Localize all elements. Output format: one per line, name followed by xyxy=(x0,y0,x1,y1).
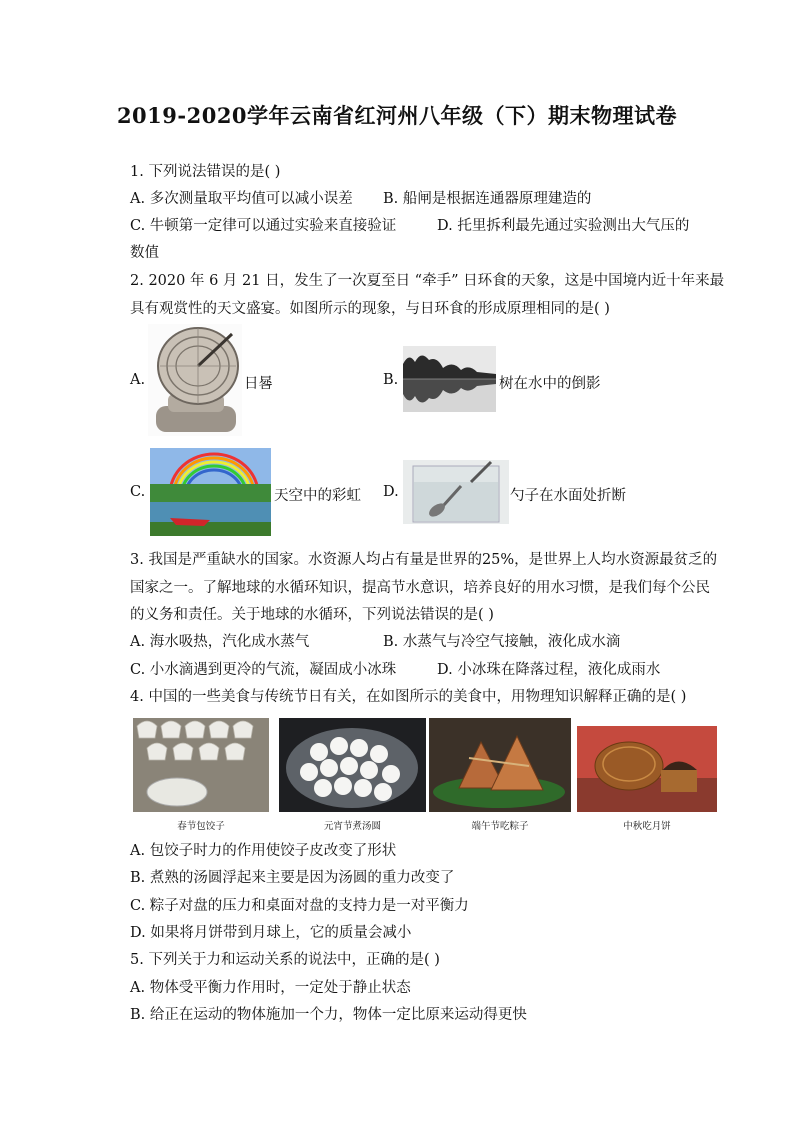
rainbow-image xyxy=(150,448,271,536)
question-3-stem-line-1: 3. 我国是严重缺水的国家。水资源人均占有量是世界的25%，是世界上人均水资源最贫乏的 xyxy=(130,552,718,568)
question-2-option-c-label: C. xyxy=(130,484,146,500)
question-3-option-a: A. 海水吸热，汽化成水蒸气 xyxy=(130,634,310,650)
question-1-option-a: A. 多次测量取平均值可以减小误差 xyxy=(130,191,353,207)
question-5-option-a: A. 物体受平衡力作用时，一定处于静止状态 xyxy=(130,980,411,996)
zongzi-caption: 端午节吃粽子 xyxy=(471,821,529,832)
spoon-in-water-image xyxy=(403,460,509,524)
question-1-option-b: B. 船闸是根据连通器原理建造的 xyxy=(383,191,592,207)
question-2-option-a-text: 日晷 xyxy=(244,376,273,392)
zongzi-image xyxy=(429,718,571,812)
question-3-option-c: C. 小水滴遇到更冷的气流，凝固成小冰珠 xyxy=(130,662,397,678)
question-4-option-d: D. 如果将月饼带到月球上，它的质量会减小 xyxy=(130,925,412,941)
question-3-stem-line-3: 的义务和责任。关于地球的水循环，下列说法错误的是( ) xyxy=(130,607,494,623)
question-3-option-d: D. 小冰珠在降落过程，液化成雨水 xyxy=(437,662,661,678)
page-title: 2019-2020学年云南省红河州八年级（下）期末物理试卷 xyxy=(116,103,678,128)
question-1-stem: 1. 下列说法错误的是( ) xyxy=(130,164,281,180)
question-2-option-b-text: 树在水中的倒影 xyxy=(499,376,601,392)
question-3-stem-line-2: 国家之一。了解地球的水循环知识，提高节水意识，培养良好的用水习惯，是我们每个公民 xyxy=(130,580,710,596)
question-2-option-d-label: D. xyxy=(383,484,399,500)
question-2-stem-line-2: 具有观赏性的天文盛宴。如图所示的现象，与日环食的形成原理相同的是( ) xyxy=(130,301,610,317)
question-5-option-b: B. 给正在运动的物体施加一个力，物体一定比原来运动得更快 xyxy=(130,1007,527,1023)
question-4-option-b: B. 煮熟的汤圆浮起来主要是因为汤圆的重力改变了 xyxy=(130,870,455,886)
dumplings-image xyxy=(133,718,269,812)
question-2-option-d-text: 勺子在水面处折断 xyxy=(510,488,626,504)
mooncake-image xyxy=(577,726,717,812)
question-1-option-d-continued: 数值 xyxy=(130,245,159,261)
question-2-option-c-text: 天空中的彩虹 xyxy=(274,488,361,504)
question-1-option-d: D. 托里拆利最先通过实验测出大气压的 xyxy=(437,218,690,234)
question-4-option-a: A. 包饺子时力的作用使饺子皮改变了形状 xyxy=(130,843,397,859)
mooncake-caption: 中秋吃月饼 xyxy=(623,821,671,832)
question-1-option-c: C. 牛顿第一定律可以通过实验来直接验证 xyxy=(130,218,397,234)
question-2-stem-line-1: 2. 2020 年 6 月 21 日，发生了一次夏至日 “牵手” 日环食的天象，这是中国境内近十年来最 xyxy=(130,273,725,289)
tangyuan-caption: 元宵节煮汤圆 xyxy=(323,821,381,832)
sundial-image xyxy=(148,324,242,436)
question-3-option-b: B. 水蒸气与冷空气接触，液化成水滴 xyxy=(383,634,621,650)
question-4-stem: 4. 中国的一些美食与传统节日有关，在如图所示的美食中，用物理知识解释正确的是( ) xyxy=(130,689,687,705)
question-2-option-a-label: A. xyxy=(130,372,146,388)
question-5-stem: 5. 下列关于力和运动关系的说法中，正确的是( ) xyxy=(130,952,440,968)
dumplings-caption: 春节包饺子 xyxy=(177,821,225,832)
tangyuan-image xyxy=(279,718,426,812)
question-2-option-b-label: B. xyxy=(383,372,399,388)
question-4-option-c: C. 粽子对盘的压力和桌面对盘的支持力是一对平衡力 xyxy=(130,898,469,914)
reflection-image xyxy=(403,346,496,412)
